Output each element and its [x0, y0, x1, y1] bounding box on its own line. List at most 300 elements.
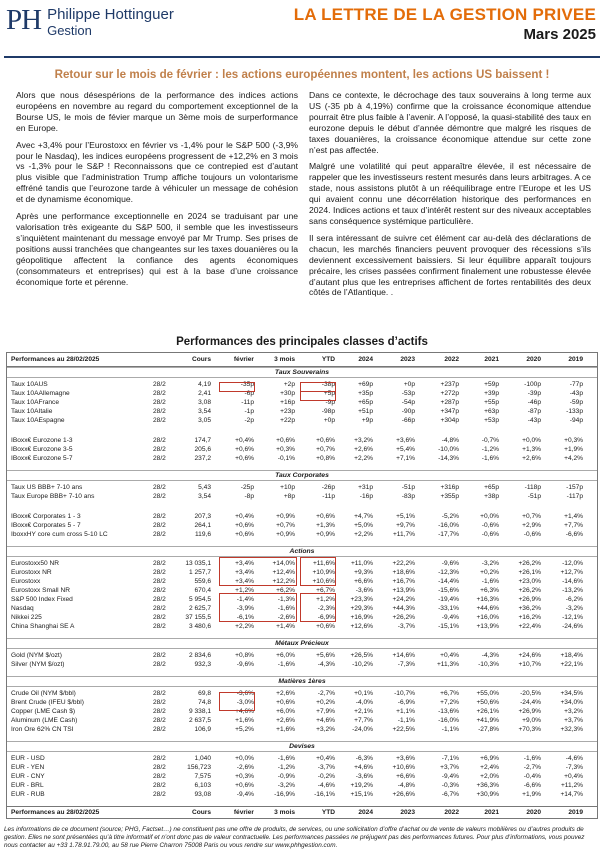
value-cell: +23,0%	[518, 578, 541, 585]
value-cell: -24,0%	[352, 726, 373, 733]
value-cell: -0,4%	[523, 773, 541, 780]
col-header: 2019	[568, 356, 583, 363]
value-cell: -9,4%	[236, 791, 254, 798]
value-cell: +3,4%	[235, 569, 254, 576]
value-cell: +1,6%	[235, 717, 254, 724]
value-cell: +0,6%	[235, 446, 254, 453]
value-cell: 13 035,1	[185, 560, 211, 567]
value-cell: 9 338,1	[189, 708, 211, 715]
asset-date: 28/2	[153, 614, 166, 621]
value-cell: -15,6%	[438, 587, 459, 594]
asset-date: 28/2	[153, 484, 166, 491]
value-cell: -100p	[524, 381, 541, 388]
value-cell: -3,2%	[481, 560, 499, 567]
value-cell: 237,2	[194, 455, 211, 462]
value-cell: 670,4	[194, 587, 211, 594]
asset-date: 28/2	[153, 690, 166, 697]
value-cell: -2,3%	[317, 605, 335, 612]
col-footer: 2024	[358, 809, 373, 816]
value-cell: 7,575	[194, 773, 211, 780]
asset-date: 28/2	[153, 493, 166, 500]
value-cell: +4,6%	[235, 708, 254, 715]
value-cell: +26,1%	[476, 708, 499, 715]
value-cell: -2,6%	[236, 764, 254, 771]
asset-name: Gold (NYM $/ozt)	[11, 652, 62, 659]
value-cell: 69,8	[198, 690, 211, 697]
value-cell: -117p	[566, 493, 583, 500]
value-cell: +4,6%	[316, 717, 335, 724]
value-cell: +9,0%	[522, 717, 541, 724]
highlight-box	[300, 557, 336, 586]
value-cell: +3,7%	[440, 764, 459, 771]
value-cell: -1,4%	[236, 596, 254, 603]
value-cell: -43p	[527, 417, 541, 424]
value-cell: -2,7%	[523, 764, 541, 771]
value-cell: +30,9%	[476, 791, 499, 798]
value-cell: -16,0%	[438, 522, 459, 529]
value-cell: 3 480,6	[189, 623, 211, 630]
value-cell: -15,1%	[438, 623, 459, 630]
logo-name: Philippe Hottinguer	[47, 6, 174, 23]
value-cell: +10,7%	[518, 661, 541, 668]
value-cell: 74,8	[198, 699, 211, 706]
value-cell: +6,3%	[480, 587, 499, 594]
value-cell: +1,4%	[276, 623, 295, 630]
value-cell: +0,6%	[316, 437, 335, 444]
value-cell: +0,0%	[522, 437, 541, 444]
value-cell: -43p	[569, 390, 583, 397]
value-cell: +10,9%	[312, 569, 335, 576]
value-cell: -10,2%	[352, 661, 373, 668]
col-footer: 2022	[444, 809, 459, 816]
value-cell: +0,6%	[235, 531, 254, 538]
value-cell: -14,4%	[438, 578, 459, 585]
value-cell: +355p	[440, 493, 459, 500]
value-cell: +2,4%	[480, 764, 499, 771]
value-cell: +5,4%	[396, 446, 415, 453]
value-cell: +12,7%	[560, 569, 583, 576]
value-cell: +5,6%	[316, 652, 335, 659]
value-cell: +3,2%	[316, 726, 335, 733]
value-cell: -16,1%	[314, 791, 335, 798]
value-cell: +347p	[440, 408, 459, 415]
value-cell: +3,4%	[235, 560, 254, 567]
value-cell: 3,08	[198, 399, 211, 406]
value-cell: +6,6%	[354, 578, 373, 585]
asset-name: S&P 500 Index Fixed	[11, 596, 73, 603]
value-cell: +14,6%	[392, 652, 415, 659]
asset-date: 28/2	[153, 531, 166, 538]
asset-name: Taux US BBB+ 7-10 ans	[11, 484, 83, 491]
value-cell: +6,7%	[316, 587, 335, 594]
asset-date: 28/2	[153, 417, 166, 424]
asset-name: Nikkei 225	[11, 614, 42, 621]
col-header: février	[233, 356, 254, 363]
value-cell: 2 637,5	[189, 717, 211, 724]
value-cell: 205,6	[194, 446, 211, 453]
value-cell: -6,9%	[317, 614, 335, 621]
value-cell: -6p	[244, 390, 254, 397]
value-cell: +30p	[280, 390, 295, 397]
col-footer: 3 mois	[274, 809, 295, 816]
value-cell: -24,4%	[520, 699, 541, 706]
paragraph: Dans ce contexte, le décrochage des taux souverains à long terme aux US (-35 pb à 4,19%) confirme que la croissance économique attendue pourrait être plus faible à l’avenir. A l’opposé, la quasi-stabilité des taux en eurozone depuis le début d’année démontre que malgré les risques de taxes douanières, la croissance économique attendue sur cette zone n’est pas affectée.	[309, 90, 591, 155]
value-cell: +10,6%	[392, 764, 415, 771]
value-cell: -6,2%	[565, 596, 583, 603]
value-cell: +31p	[358, 484, 373, 491]
value-cell: -157p	[566, 484, 583, 491]
value-cell: +53p	[484, 417, 499, 424]
value-cell: +0,4%	[440, 652, 459, 659]
value-cell: -2,6%	[277, 614, 295, 621]
asset-date: 28/2	[153, 596, 166, 603]
value-cell: +2,0%	[480, 773, 499, 780]
col-header: 2024	[358, 356, 373, 363]
value-cell: -16,9%	[274, 791, 295, 798]
value-cell: -9p	[325, 399, 335, 406]
value-cell: +3,6%	[396, 755, 415, 762]
asset-date: 28/2	[153, 791, 166, 798]
value-cell: +9,7%	[396, 522, 415, 529]
asset-name: EUR - RUB	[11, 791, 45, 798]
asset-name: IboxxHY core cum cross 5-10 LC	[11, 531, 108, 538]
value-cell: +3,2%	[354, 437, 373, 444]
asset-name: Taux 10AAllemagne	[11, 390, 70, 397]
asset-name: EUR - BRL	[11, 782, 44, 789]
value-cell: -11p	[241, 399, 254, 406]
col-header: 2022	[444, 356, 459, 363]
asset-name: Eurostoxx Small NR	[11, 587, 70, 594]
value-cell: -4,3%	[317, 661, 335, 668]
value-cell: +11,0%	[350, 560, 373, 567]
value-cell: -6,3%	[355, 755, 373, 762]
asset-name: EUR - CNY	[11, 773, 45, 780]
table-header	[7, 353, 597, 367]
value-cell: +6,0%	[276, 708, 295, 715]
asset-name: Eurostoxx NR	[11, 569, 52, 576]
asset-name: EUR - USD	[11, 755, 45, 762]
value-cell: +272p	[440, 390, 459, 397]
value-cell: +39p	[484, 390, 499, 397]
value-cell: +1,4%	[564, 513, 583, 520]
asset-name: China Shanghai SE A	[11, 623, 75, 630]
value-cell: +26,2%	[392, 614, 415, 621]
value-cell: -17,7%	[438, 531, 459, 538]
value-cell: -6,6%	[523, 782, 541, 789]
value-cell: 93,08	[194, 791, 211, 798]
value-cell: +3,6%	[396, 437, 415, 444]
value-cell: -19,4%	[438, 596, 459, 603]
value-cell: +9p	[361, 417, 373, 424]
value-cell: +2p	[283, 381, 295, 388]
asset-date: 28/2	[153, 605, 166, 612]
value-cell: +24,6%	[518, 652, 541, 659]
logo-sub: Gestion	[47, 23, 92, 38]
value-cell: +4,7%	[354, 513, 373, 520]
value-cell: +26,5%	[350, 652, 373, 659]
value-cell: -4,3%	[481, 652, 499, 659]
value-cell: -98p	[321, 408, 335, 415]
col-footer: Cours	[191, 809, 211, 816]
value-cell: -0,1%	[277, 455, 295, 462]
value-cell: -9,6%	[236, 661, 254, 668]
col-header: 2023	[400, 356, 415, 363]
paragraph: Après une performance exceptionnelle en 2024 se traduisant par une valorisation très exigeante du S&P 500, il semble que les investisseurs s’inquiètent maintenant du message envoyé par Mr Trump. Ses prises de positions aussi tranchées que changeantes sur les taxes douanières ou la géopolitique affectent la confiance des agents économiques (consommateurs et entreprises) qui est à la base d’une croissance économique forte et pérenne.	[16, 211, 298, 287]
asset-date: 28/2	[153, 569, 166, 576]
disclaimer: Les informations de ce document (source; PHG, Factset…) ne constituent pas une offre de produits, de services, ou une sollicitation d’offre d’achat ou de vente de valeurs mobilières ou d’autres produits de gestion. Elles ne sont présentées qu’à titre informatif et n’ont donc pas de valeur contractuelle. Les performances passées ne préjugent pas des performances futures. Pour plus d’informations, vous pouvez nous contacter au +33 1.78.91.79.00, au 58 rue Pierre Charron 75008 Paris ou vous rendre sur www.phhgestion.com.	[4, 826, 585, 849]
logo[interactable]	[6, 6, 174, 38]
value-cell: +18,4%	[560, 652, 583, 659]
asset-date: 28/2	[153, 560, 166, 567]
value-cell: -3,2%	[277, 782, 295, 789]
value-cell: +7,9%	[316, 708, 335, 715]
paragraph: Il sera intéressant de suivre cet élément car au-delà des déclarations de chacun, les marchés financiers peuvent provoquer des récessions s’ils deviennent excessivement baissiers. Si leur équilibre apparaît toujours précaire, les crises passées confirment finalement une robustesse élevée d’autant plus que les entreprises affichent de fortes rentabilités des deux côtés de l’Atlantique. .	[309, 232, 591, 298]
asset-name: Crude Oil (NYM $/bbl)	[11, 690, 76, 697]
value-cell: -66p	[401, 417, 415, 424]
value-cell: +0,9%	[276, 513, 295, 520]
value-cell: -1,2%	[481, 446, 499, 453]
logo-text	[47, 6, 174, 38]
asset-date: 28/2	[153, 578, 166, 585]
asset-name: IBoxx€ Eurozone 1-3	[11, 437, 73, 444]
value-cell: -8p	[244, 493, 254, 500]
asset-name: IBoxx€ Eurozone 5-7	[11, 455, 73, 462]
value-cell: -83p	[401, 493, 415, 500]
value-cell: -4,6%	[565, 755, 583, 762]
value-cell: +2,1%	[354, 708, 373, 715]
value-cell: +0,9%	[316, 531, 335, 538]
value-cell: +26,9%	[518, 596, 541, 603]
value-cell: +0,1%	[354, 690, 373, 697]
value-cell: -13,6%	[438, 708, 459, 715]
value-cell: -87p	[527, 408, 541, 415]
value-cell: +35p	[358, 390, 373, 397]
value-cell: -46p	[527, 399, 541, 406]
asset-date: 28/2	[153, 764, 166, 771]
value-cell: +0,7%	[316, 446, 335, 453]
col-footer: YTD	[321, 809, 335, 816]
value-cell: +14,0%	[272, 560, 295, 567]
value-cell: +1,9%	[522, 791, 541, 798]
value-cell: 932,3	[194, 661, 211, 668]
value-cell: +7,1%	[396, 455, 415, 462]
highlight-box	[219, 557, 297, 586]
value-cell: -3,6%	[236, 690, 254, 697]
value-cell: +12,2%	[272, 578, 295, 585]
asset-name: Eurostoxx50 NR	[11, 560, 60, 567]
value-cell: -6,7%	[441, 791, 459, 798]
value-cell: +5,2%	[235, 726, 254, 733]
value-cell: +19,2%	[350, 782, 373, 789]
value-cell: 1 257,7	[189, 569, 211, 576]
value-cell: +8p	[283, 493, 295, 500]
value-cell: +55,0%	[476, 690, 499, 697]
asset-date: 28/2	[153, 408, 166, 415]
value-cell: 559,6	[194, 578, 211, 585]
value-cell: -1,6%	[277, 755, 295, 762]
asset-date: 28/2	[153, 381, 166, 388]
asset-name: Taux 10AEspagne	[11, 417, 65, 424]
asset-name: Taux 10AUS	[11, 381, 48, 388]
value-cell: -14,3%	[438, 455, 459, 462]
value-cell: -1,2%	[277, 764, 295, 771]
value-cell: +3,7%	[564, 717, 583, 724]
value-cell: -1,1%	[397, 717, 415, 724]
value-cell: +16,2%	[518, 614, 541, 621]
value-cell: -14,6%	[562, 578, 583, 585]
header-label: Performances au 28/02/2025	[11, 356, 100, 363]
value-cell: 119,6	[194, 531, 211, 538]
value-cell: 1,040	[194, 755, 211, 762]
asset-name: Taux Europe BBB+ 7-10 ans	[11, 493, 95, 500]
asset-date: 28/2	[153, 513, 166, 520]
value-cell: -1,1%	[441, 726, 459, 733]
value-cell: -6,6%	[565, 531, 583, 538]
footer-label: Performances au 28/02/2025	[11, 809, 100, 816]
value-cell: -118p	[524, 484, 541, 491]
value-cell: +18,6%	[392, 569, 415, 576]
table-footer	[7, 806, 597, 818]
value-cell: 2 625,7	[189, 605, 211, 612]
newsletter-title: LA LETTRE DE LA GESTION PRIVEE	[293, 5, 596, 24]
value-cell: -9,6%	[441, 560, 459, 567]
value-cell: +0,0%	[235, 755, 254, 762]
value-cell: +2,2%	[354, 531, 373, 538]
value-cell: -25p	[240, 484, 254, 491]
asset-date: 28/2	[153, 708, 166, 715]
highlight-box	[219, 382, 255, 392]
value-cell: +69p	[358, 381, 373, 388]
value-cell: -12,0%	[562, 560, 583, 567]
value-cell: +26,9%	[518, 708, 541, 715]
value-cell: +13,9%	[476, 623, 499, 630]
value-cell: +26,1%	[518, 569, 541, 576]
value-cell: +50,6%	[476, 699, 499, 706]
value-cell: +55p	[484, 399, 499, 406]
asset-name: Nasdaq	[11, 605, 34, 612]
value-cell: +63p	[484, 408, 499, 415]
asset-date: 28/2	[153, 437, 166, 444]
col-footer: 2020	[526, 809, 541, 816]
value-cell: +6,6%	[396, 773, 415, 780]
value-cell: -1,6%	[481, 455, 499, 462]
value-cell: +23,3%	[350, 596, 373, 603]
value-cell: -12,1%	[562, 614, 583, 621]
value-cell: -7,3%	[565, 764, 583, 771]
value-cell: +14,7%	[560, 791, 583, 798]
value-cell: -2p	[244, 417, 254, 424]
value-cell: +16p	[280, 399, 295, 406]
value-cell: +70,3%	[518, 726, 541, 733]
asset-name: Brent Crude (IFEU $/bbl)	[11, 699, 84, 706]
value-cell: +0,2%	[480, 569, 499, 576]
value-cell: +36,3%	[476, 782, 499, 789]
value-cell: +0,6%	[276, 437, 295, 444]
value-cell: -5,2%	[441, 513, 459, 520]
value-cell: +34,5%	[560, 690, 583, 697]
value-cell: -3,9%	[236, 605, 254, 612]
value-cell: 3,54	[198, 408, 211, 415]
asset-name: EUR - YEN	[11, 764, 45, 771]
value-cell: +6,9%	[480, 755, 499, 762]
value-cell: -7,1%	[441, 755, 459, 762]
section-header: Matières 1ères	[7, 676, 597, 687]
value-cell: -39p	[527, 390, 541, 397]
value-cell: +7,7%	[564, 522, 583, 529]
section-header: Taux Corporates	[7, 470, 597, 481]
value-cell: -6,1%	[236, 614, 254, 621]
value-cell: +6,2%	[276, 587, 295, 594]
value-cell: +22,1%	[560, 661, 583, 668]
value-cell: -33,1%	[438, 605, 459, 612]
value-cell: -27,8%	[478, 726, 499, 733]
value-cell: -4,8%	[441, 437, 459, 444]
asset-date: 28/2	[153, 623, 166, 630]
value-cell: -53p	[401, 390, 415, 397]
value-cell: -0,7%	[481, 437, 499, 444]
value-cell: -10,7%	[394, 690, 415, 697]
value-cell: -10,0%	[438, 446, 459, 453]
value-cell: +2,6%	[522, 455, 541, 462]
right-column	[309, 90, 591, 304]
value-cell: 156,723	[187, 764, 211, 771]
value-cell: 6,103	[194, 782, 211, 789]
value-cell: -2,7%	[317, 690, 335, 697]
value-cell: -9,4%	[441, 773, 459, 780]
value-cell: -7,3%	[397, 661, 415, 668]
value-cell: +23p	[280, 408, 295, 415]
value-cell: +11,6%	[312, 560, 335, 567]
performance-table	[6, 352, 598, 819]
value-cell: -77p	[569, 381, 583, 388]
value-cell: +3,4%	[235, 578, 254, 585]
value-cell: +32,3%	[560, 726, 583, 733]
col-footer: 2019	[568, 809, 583, 816]
asset-date: 28/2	[153, 717, 166, 724]
section-header: Actions	[7, 546, 597, 557]
value-cell: +24,2%	[392, 596, 415, 603]
value-cell: +13,9%	[392, 587, 415, 594]
value-cell: -0,3%	[441, 782, 459, 789]
value-cell: +0,6%	[235, 782, 254, 789]
value-cell: 2,41	[198, 390, 211, 397]
highlight-box	[219, 692, 255, 711]
value-cell: +36,2%	[518, 605, 541, 612]
newsletter-date: Mars 2025	[523, 26, 596, 43]
asset-date: 28/2	[153, 699, 166, 706]
asset-name: Aluminum (LME Cash)	[11, 717, 78, 724]
value-cell: -4,8%	[397, 782, 415, 789]
value-cell: +237p	[440, 381, 459, 388]
col-footer: 2023	[400, 809, 415, 816]
value-cell: +0,4%	[316, 755, 335, 762]
value-cell: +22,4%	[518, 623, 541, 630]
value-cell: +2,9%	[522, 522, 541, 529]
value-cell: -51p	[527, 493, 541, 500]
value-cell: +0,3%	[276, 446, 295, 453]
value-cell: 2 834,6	[189, 652, 211, 659]
asset-name: Eurostoxx	[11, 578, 41, 585]
value-cell: 5,43	[198, 484, 211, 491]
value-cell: -1,6%	[481, 578, 499, 585]
paragraph: Alors que nous désespérions de la performance des indices actions européens en novembre au regard du comportement exceptionnel de la Bourse US, le mois de févier marque un 3ème mois de surperformance en Europe.	[16, 90, 298, 133]
value-cell: -3,6%	[355, 587, 373, 594]
value-cell: +1,3%	[522, 446, 541, 453]
value-cell: -1,6%	[523, 755, 541, 762]
value-cell: 3,05	[198, 417, 211, 424]
value-cell: +26,6%	[392, 791, 415, 798]
header-divider	[4, 56, 600, 58]
